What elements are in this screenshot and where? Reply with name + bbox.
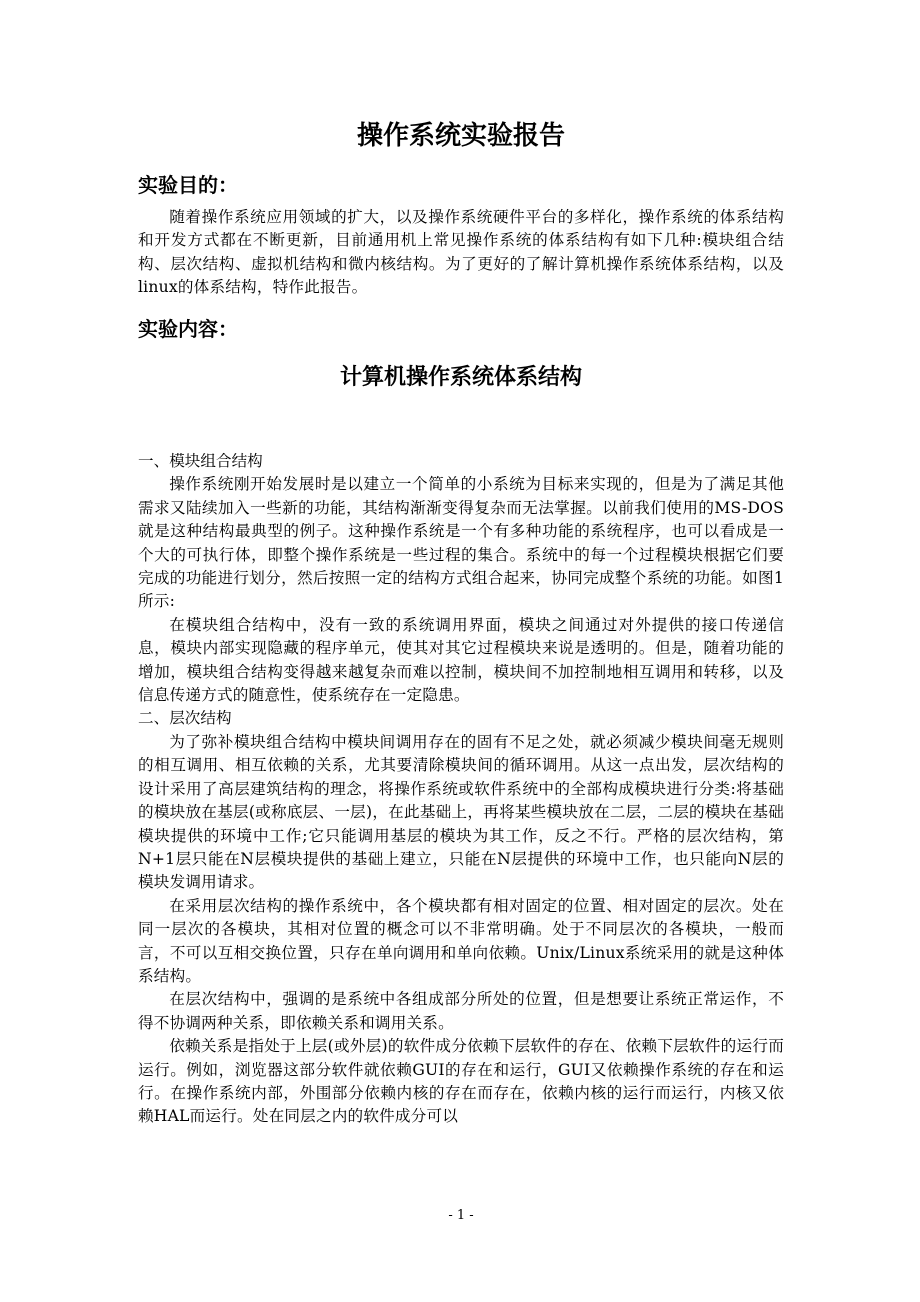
document-page [138, 0, 784, 1302]
section2-paragraph: 依赖关系是指处于上层(或外层)的软件成分依赖下层软件的存在、依赖下层软件的运行而运行。例如，浏览器这部分软件就依赖GUI的存在和运行，GUI又依赖操作系统的存在和运行。在操作系统内部，外围部分依赖内核的存在而存在，依赖内核的运行而运行，内核又依赖HAL而运行。处在同层之内的软件成分可以 [138, 1037, 784, 1126]
section2-paragraph: 在采用层次结构的操作系统中，各个模块都有相对固定的位置、相对固定的层次。处在同一层次的各模块，其相对位置的概念可以不非常明确。处于不同层次的各模块，一般而言，不可以互相交换位置，只存在单向调用和单向依赖。Unix/Linux系统采用的就是这种体系结构。 [138, 896, 784, 985]
section2-paragraph: 为了弥补模块组合结构中模块间调用存在的固有不足之处，就必须减少模块间毫无规则的相互调用、相互依赖的关系，尤其要清除模块间的循环调用。从这一点出发，层次结构的设计采用了高层建筑结构的理念，将操作系统或软件系统中的全部构成模块进行分类:将基础的模块放在基层(或称底层、一层)，在此基础上，再将某些模块放在二层，二层的模块在基础模块提供的环境中工作;它只能调用基层的模块为其工作，反之不行。严格的层次结构，第N+1层只能在N层模块提供的基础上建立，只能在N层提供的环境中工作，也只能向N层的模块发调用请求。 [138, 732, 785, 892]
purpose-section [138, 206, 784, 300]
section1-heading: 一、模块组合结构 [138, 452, 263, 470]
content-heading: 实验内容： [138, 317, 238, 341]
section1-paragraph: 在模块组合结构中，没有一致的系统调用界面，模块之间通过对外提供的接口传递信息，模块内部实现隐藏的程序单元，使其对其它过程模块来说是透明的。但是，随着功能的增加，模块组合结构变得越来越复杂而难以控制，模块间不加控制地相互调用和转移，以及信息传递方式的随意性，使系统存在一定隐患。 [138, 615, 784, 705]
body-section [138, 450, 784, 1129]
section1-paragraph: 操作系统刚开始发展时是以建立一个简单的小系统为目标来实现的，但是为了满足其他需求又陆续加入一些新的功能，其结构渐渐变得复杂而无法掌握。以前我们使用的MS-DOS就是这种结构最典型的例子。这种操作系统是一个有多种功能的系统程序，也可以看成是一个大的可执行体，即整个操作系统是一些过程的集合。系统中的每一个过程模块根据它们要完成的功能进行划分，然后按照一定的结构方式组合起来，协同完成整个系统的功能。如图1所示: [138, 475, 784, 611]
document-subtitle: 计算机操作系统体系结构 [339, 365, 582, 390]
section2-heading: 二、层次结构 [138, 709, 232, 728]
page-number: - 1 - [448, 1208, 474, 1223]
section2-paragraph: 在层次结构中，强调的是系统中各组成部分所处的位置，但是想要让系统正常运作，不得不协调两种关系，即依赖关系和调用关系。 [138, 990, 784, 1032]
document-title: 操作系统实验报告 [356, 121, 565, 151]
purpose-heading: 实验目的： [138, 173, 238, 197]
purpose-paragraph: 随着操作系统应用领域的扩大，以及操作系统硬件平台的多样化，操作系统的体系结构和开发方式都在不断更新，目前通用机上常见操作系统的体系结构有如下几种:模块组合结构、层次结构、虚拟机结构和微内核结构。为了更好的了解计算机操作系统体系结构，以及linux的体系结构，特作此报告。 [138, 208, 784, 297]
